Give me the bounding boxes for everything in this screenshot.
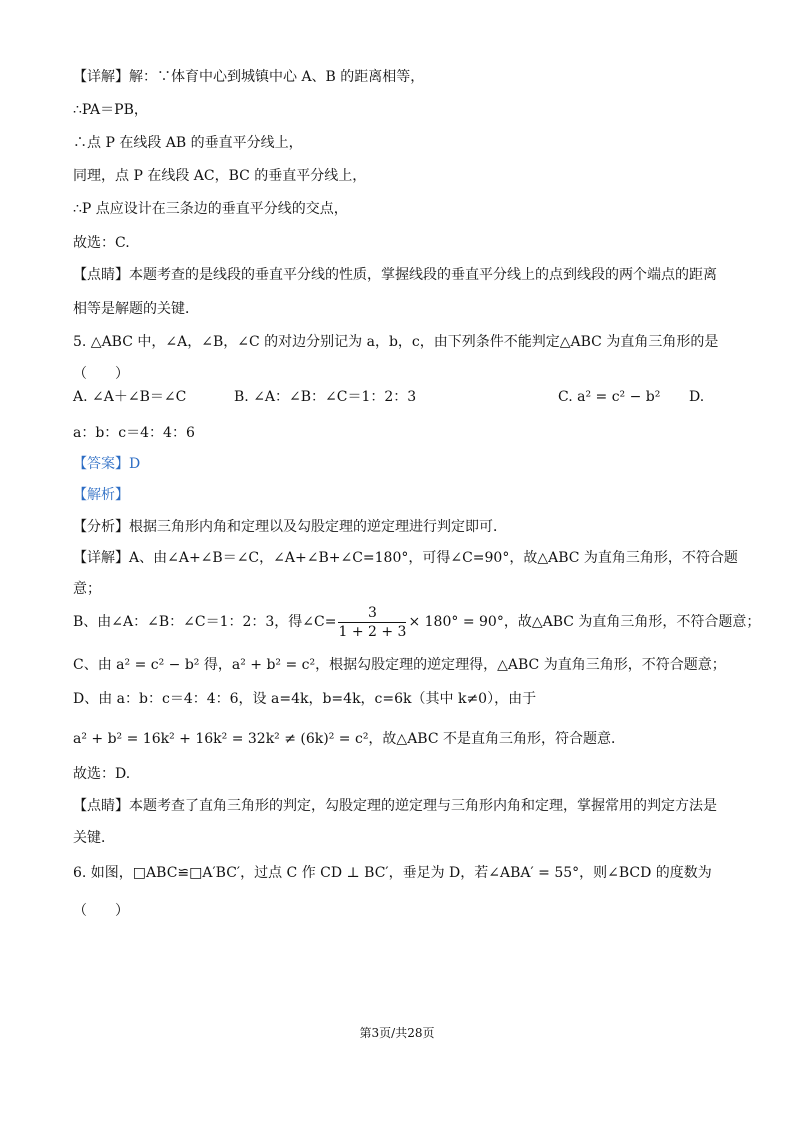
text-line: ∴点 P 在线段 AB 的垂直平分线上， bbox=[73, 135, 303, 151]
analysis-text: 【分析】根据三角形内角和定理以及勾股定理的逆定理进行判定即可． bbox=[73, 519, 507, 535]
text-line: 故选：C. bbox=[73, 235, 130, 251]
detail-c-line: C、由 a² = c² − b² 得，a² + b² = c²，根据勾股定理的逆定理得，△ABC 为直角三角形，不符合题意； bbox=[73, 657, 726, 673]
text-line: 【详解】解：∵体育中心到城镇中心 A、B 的距离相等， bbox=[73, 69, 425, 85]
summary-line2: 关键． bbox=[73, 830, 115, 846]
page-footer: 第3页/共28页 bbox=[359, 1026, 435, 1040]
detail-b-suffix: × 180° = 90°，故△ABC 为直角三角形，不符合题意； bbox=[408, 614, 761, 630]
detail-b-prefix: B、由∠A：∠B：∠C＝1：2：3，得∠C= bbox=[73, 614, 337, 630]
conclusion: 故选：D. bbox=[73, 766, 131, 782]
question-5-paren: （ ） bbox=[73, 366, 129, 382]
fraction-denominator: 1 + 2 + 3 bbox=[338, 623, 407, 640]
option-c: C. a² = c² − b² bbox=[558, 389, 661, 405]
text-line: ∴PA＝PB， bbox=[73, 102, 148, 118]
option-d: D. bbox=[689, 389, 705, 405]
detail-a-line2: 意； bbox=[73, 581, 101, 597]
option-d-content: a：b：c＝4：4：6 bbox=[73, 425, 195, 441]
question-6-paren: （ ） bbox=[73, 903, 129, 919]
answer-label: 【答案】D bbox=[73, 456, 141, 472]
detail-a-line1: 【详解】A、由∠A+∠B＝∠C，∠A+∠B+∠C=180°，可得∠C=90°，故△ABC 为直角三角形，不符合题 bbox=[73, 550, 738, 566]
text-line: 同理，点 P 在线段 AC，BC 的垂直平分线上， bbox=[73, 168, 367, 184]
question-5: 5. △ABC 中，∠A，∠B，∠C 的对边分别记为 a，b，c，由下列条件不能判定△ABC 为直角三角形的是 bbox=[73, 334, 719, 350]
fraction-numerator: 3 bbox=[338, 605, 406, 623]
fraction bbox=[338, 605, 406, 640]
detail-d-line2: a² + b² = 16k² + 16k² = 32k² ≠ (6k)² = c²，故△ABC 不是直角三角形，符合题意． bbox=[73, 731, 626, 747]
text-line: 【点睛】本题考查的是线段的垂直平分线的性质，掌握线段的垂直平分线上的点到线段的两个端点的距离 bbox=[73, 267, 717, 283]
analysis-label: 【解析】 bbox=[73, 487, 129, 503]
summary-line1: 【点睛】本题考查了直角三角形的判定，勾股定理的逆定理与三角形内角和定理，掌握常用的判定方法是 bbox=[73, 798, 717, 814]
text-line: ∴P 点应设计在三条边的垂直平分线的交点， bbox=[73, 201, 348, 217]
option-b: B. ∠A：∠B：∠C＝1：2：3 bbox=[234, 389, 417, 405]
detail-b-line bbox=[73, 603, 760, 641]
detail-d-line1: D、由 a：b：c＝4：4：6，设 a=4k，b=4k，c=6k（其中 k≠0），由于 bbox=[73, 691, 537, 707]
text-line: 相等是解题的关键． bbox=[73, 301, 199, 317]
option-a: A. ∠A＋∠B＝∠C bbox=[73, 389, 187, 405]
question-6: 6. 如图，□ABC≌□A′BC′，过点 C 作 CD ⊥ BC′，垂足为 D，若∠ABA′ = 55°，则∠BCD 的度数为 bbox=[73, 865, 712, 881]
